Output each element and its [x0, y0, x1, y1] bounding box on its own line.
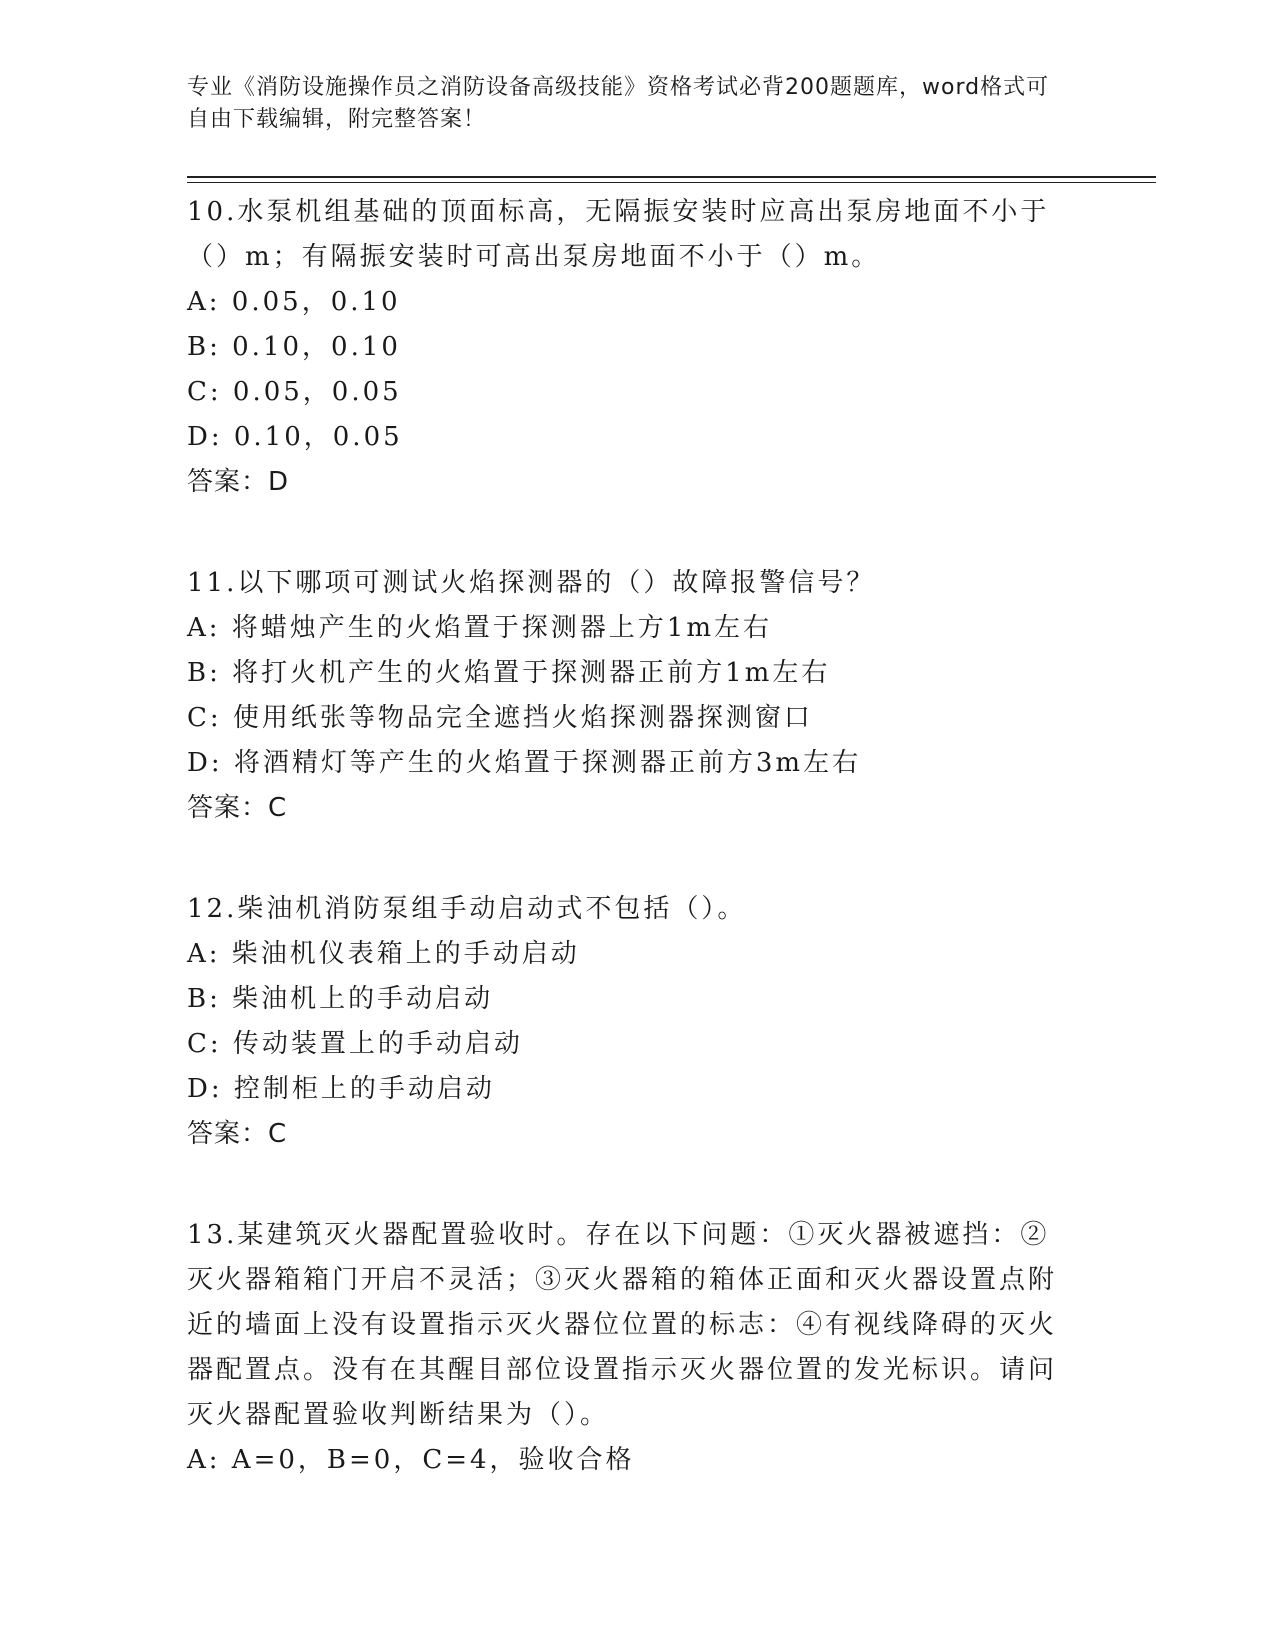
question-13: [187, 1213, 1067, 1483]
option-a: A: A=0，B=0，C=4，验收合格: [187, 1445, 635, 1475]
option-a: A: 柴油机仪表箱上的手动启动: [187, 939, 580, 969]
question-stem: 10.水泵机组基础的顶面标高，无隔振安装时应高出泵房地面不小于（）m；有隔振安装时可高出泵房地面不小于（）m。: [187, 197, 1050, 272]
question-list: [187, 190, 1067, 1483]
answer-line: [187, 786, 1067, 831]
answer-line: [187, 1112, 1067, 1157]
option-a: A: 将蜡烛产生的火焰置于探测器上方1m左右: [187, 613, 772, 643]
question-stem: 13.某建筑灭火器配置验收时。存在以下问题：①灭火器被遮挡：②灭火器箱箱门开启不灵活；③灭火器箱的箱体正面和灭火器设置点附近的墙面上没有设置指示灭火器位位置的标志：④有视线降碍的灭火器配置点。没有在其醒目部位设置指示灭火器位置的发光标识。请问灭火器配置验收判断结果为（）。: [187, 1220, 1058, 1430]
answer-value: C: [268, 1119, 288, 1149]
answer-label: 答案：: [187, 467, 269, 497]
option-d: D: 将酒精灯等产生的火焰置于探测器正前方3m左右: [187, 748, 862, 778]
question-stem: 12.柴油机消防泵组手动启动式不包括（）。: [187, 894, 747, 924]
option-b: B: 将打火机产生的火焰置于探测器正前方1m左右: [187, 658, 831, 688]
option-d: D: 控制柜上的手动启动: [187, 1074, 495, 1104]
option-b: B: 0.10，0.10: [187, 332, 401, 362]
question-10: [187, 190, 1067, 505]
option-c: C: 传动装置上的手动启动: [187, 1029, 523, 1059]
option-b: B: 柴油机上的手动启动: [187, 984, 494, 1014]
answer-value: D: [268, 467, 290, 497]
question-stem: 11.以下哪项可测试火焰探测器的（）故障报警信号？: [187, 568, 876, 598]
answer-line: [187, 460, 1067, 505]
question-11: [187, 561, 1067, 831]
header-divider-thick: [187, 176, 1156, 178]
option-d: D: 0.10，0.05: [187, 422, 403, 452]
answer-label: 答案：: [187, 793, 269, 823]
header-divider-thin: [187, 182, 1156, 183]
option-a: A: 0.05，0.10: [187, 287, 401, 317]
option-c: C: 使用纸张等物品完全遮挡火焰探测器探测窗口: [187, 703, 813, 733]
answer-value: C: [268, 793, 288, 823]
document-header: 专业《消防设施操作员之消防设备高级技能》资格考试必背200题题库，word格式可自由下载编辑，附完整答案！: [187, 75, 1050, 132]
option-c: C: 0.05，0.05: [187, 377, 402, 407]
question-12: [187, 887, 1067, 1157]
answer-label: 答案：: [187, 1119, 269, 1149]
